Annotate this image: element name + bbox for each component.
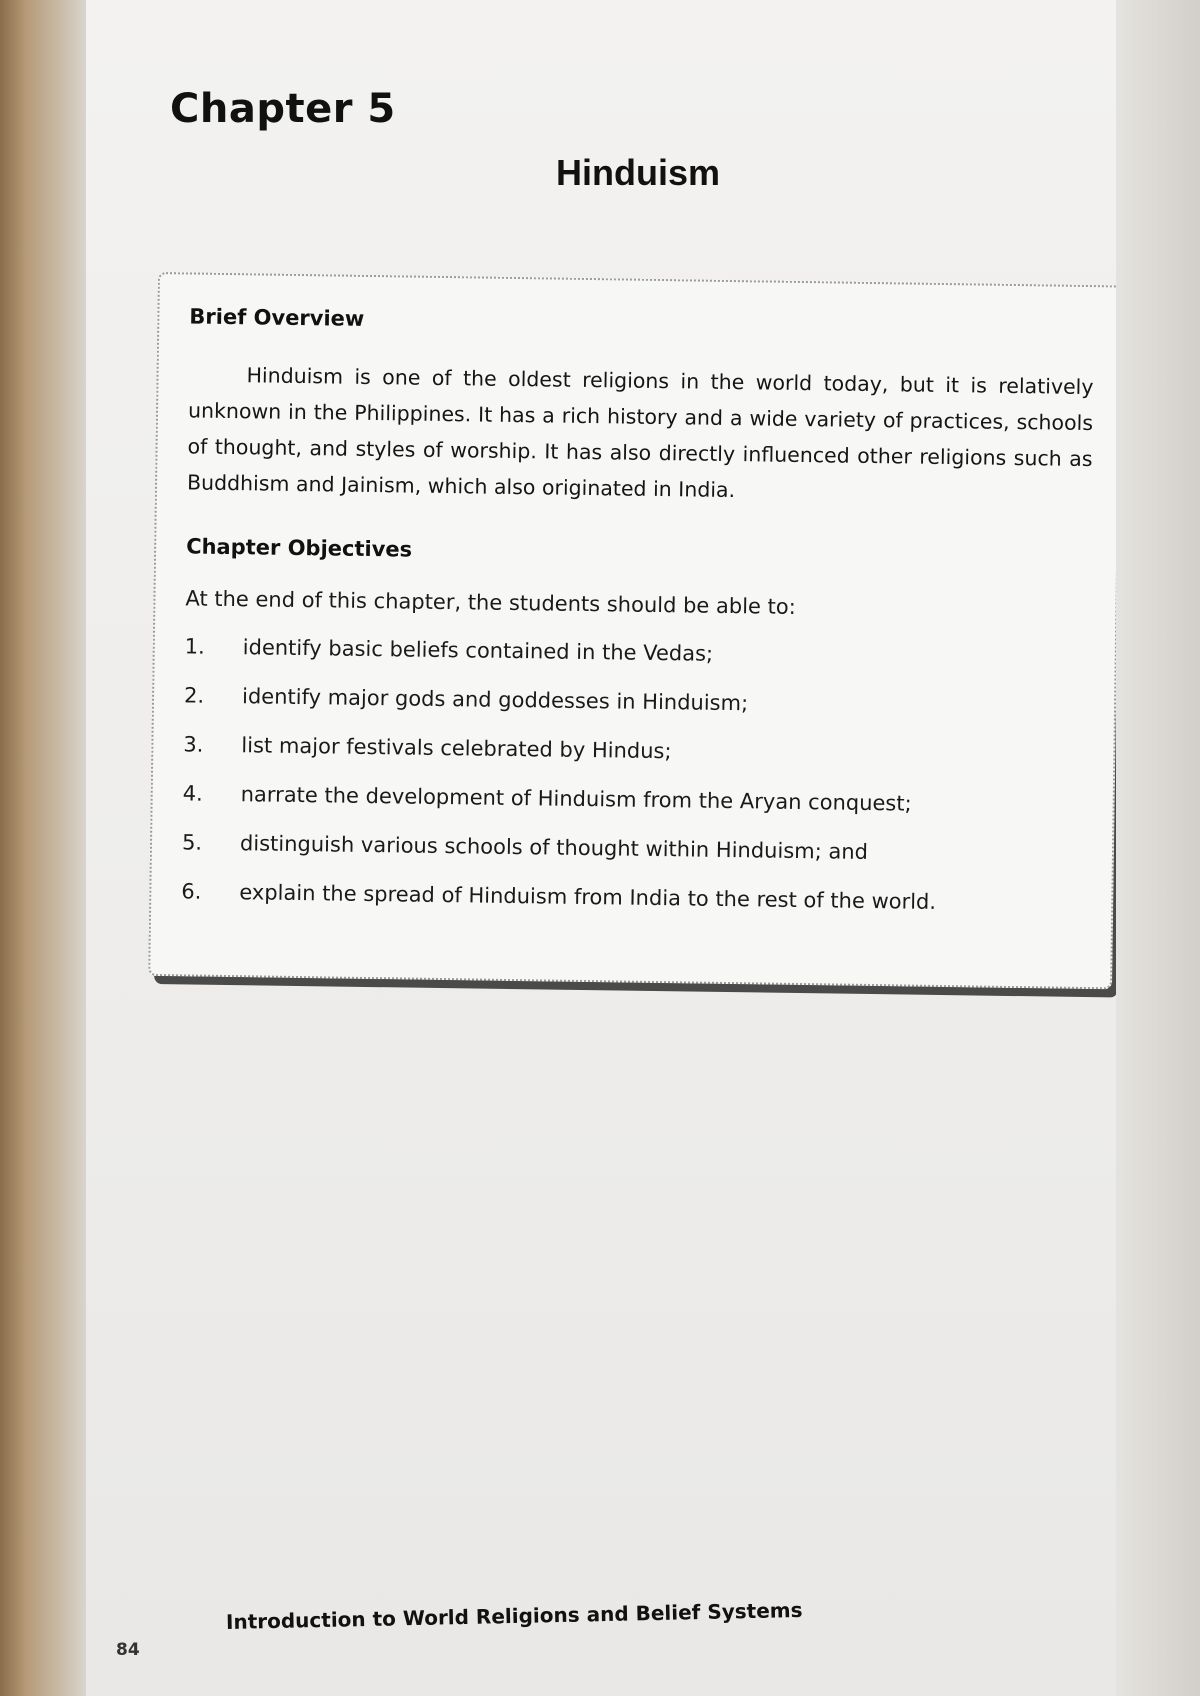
overview-text: Hinduism is one of the oldest religions in the world today, but it is relatively unknown in the Philippines. It has a rich history and a wide variety of practices, schools of thought, and styles of worship. It has also directly influenced other religions such as Buddhism and Jainism, which also originated in India. [186, 363, 1094, 503]
binding-edge [0, 0, 86, 1696]
objective-number: 1. [184, 634, 205, 659]
objective-text: list major festivals celebrated by Hindus; [241, 733, 672, 764]
objective-text: identify major gods and goddesses in Hinduism; [241, 684, 749, 716]
objective-text: explain the spread of Hinduism from India to the rest of the world. [239, 880, 937, 914]
chapter-label: Chapter 5 [170, 86, 396, 132]
objective-number: 6. [181, 879, 202, 904]
objective-number: 5. [181, 830, 203, 855]
overview-heading: Brief Overview [189, 304, 365, 331]
objective-number: 2. [183, 683, 205, 708]
chapter-title: Hinduism [556, 152, 721, 193]
objective-text: identify basic beliefs contained in the Vedas; [242, 635, 714, 666]
objectives-intro: At the end of this chapter, the students should be able to: [185, 586, 796, 619]
objectives-heading: Chapter Objectives [186, 534, 413, 562]
objective-text: distinguish various schools of thought within Hinduism; and [239, 831, 869, 864]
overview-objectives-box [148, 272, 1116, 989]
page-edge [1116, 0, 1200, 1696]
page-number: 84 [116, 1640, 140, 1660]
objective-number: 3. [183, 732, 204, 757]
running-footer-title: Introduction to World Religions and Belief Systems [225, 1597, 803, 1634]
book-page [86, 0, 1116, 1696]
objective-text: narrate the development of Hinduism from the Aryan conquest; [240, 782, 912, 816]
objectives-list [181, 634, 1085, 941]
objective-number: 4. [182, 781, 203, 806]
